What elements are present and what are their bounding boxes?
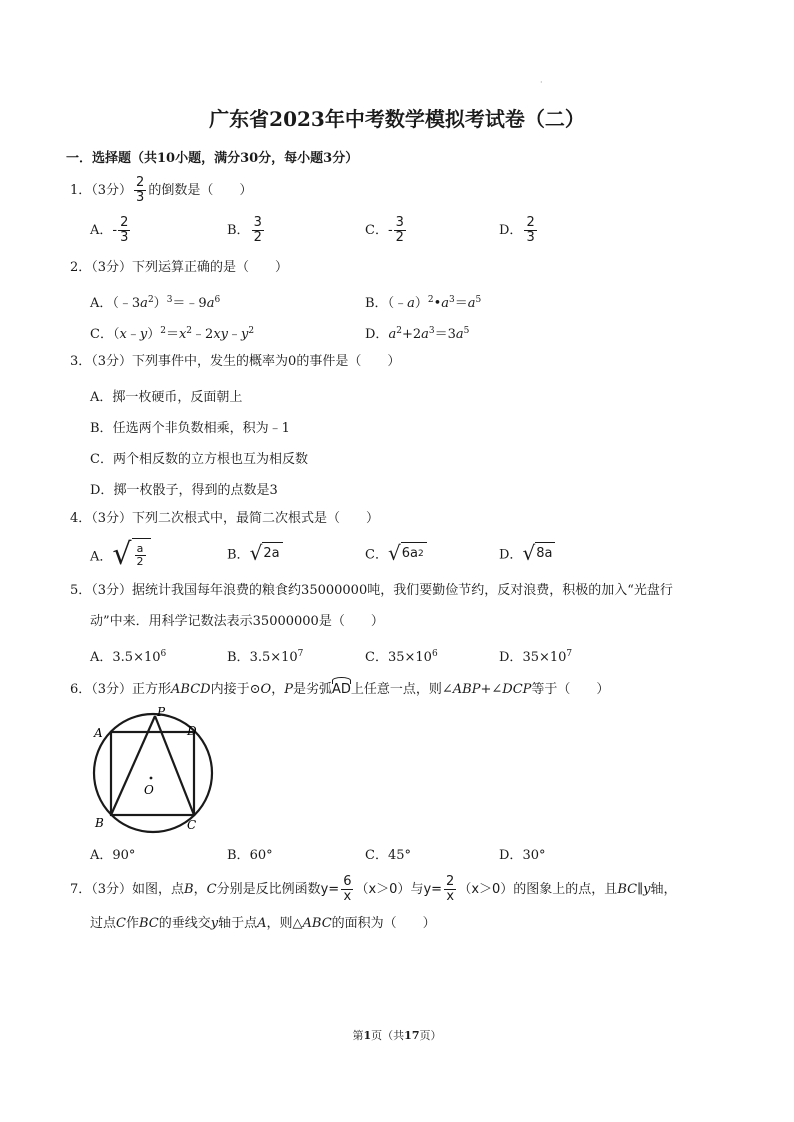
q6-option-a[interactable]: A．90° bbox=[90, 848, 136, 863]
center-dot bbox=[150, 777, 153, 780]
question-5-line-1: 5．（3分）据统计我国每年浪费的粮食约35000000吨，我们要勤俭节约，反对浪费，积极的加入“光盘行 bbox=[70, 583, 673, 598]
q5-option-d[interactable]: D．$35\times 10^7$ bbox=[499, 649, 573, 665]
q1-option-b[interactable]: B． $\frac{3}{2}$ bbox=[227, 215, 262, 245]
q2-option-b[interactable]: B．$(﹣a)^2•a^3=a^5$ bbox=[365, 295, 482, 311]
q5-option-c[interactable]: C．$35\times 10^6$ bbox=[365, 649, 438, 665]
label-p: P bbox=[157, 706, 166, 719]
q2-option-a[interactable]: A．$(﹣3a^2)^3=﹣9a^6$ bbox=[90, 295, 221, 311]
q2-option-d[interactable]: D．$a^2+2a^3=3a^5$ bbox=[365, 326, 470, 342]
question-2: 2．（3分）下列运算正确的是（ ） bbox=[70, 260, 289, 275]
q2-option-c[interactable]: C．$(x﹣y)^2=x^2﹣2xy﹣y^2$ bbox=[90, 326, 255, 342]
q4-option-b[interactable]: B． √ 2a bbox=[227, 542, 283, 564]
question-1-suffix: 的倒数是（ ） bbox=[148, 183, 253, 198]
question-7-line-1: 7．（3分）如图，点B，C分别是反比例函数y= $\frac{6}{x}$ （x＞0）与y= $\frac{2}{x}$ （x＞0）的图象上的点，且BC∥y轴， bbox=[70, 874, 677, 904]
radical-sign: √ $\frac{a}{2}$ bbox=[112, 538, 150, 572]
question-1 bbox=[70, 176, 252, 205]
q3-option-a[interactable]: A．掷一枚硬币，反面朝上 bbox=[90, 390, 243, 405]
circle-square-figure bbox=[88, 706, 218, 836]
q1-option-c[interactable]: C．- $\frac{3}{2}$ bbox=[365, 215, 404, 245]
q6-option-d[interactable]: D．30° bbox=[499, 848, 546, 863]
q4-option-d[interactable]: D． √ 8a bbox=[499, 542, 555, 564]
q3-option-d[interactable]: D．掷一枚骰子，得到的点数是3 bbox=[90, 483, 278, 498]
square-abcd bbox=[111, 732, 194, 815]
q1-option-d[interactable]: D． $\frac{2}{3}$ bbox=[499, 215, 535, 245]
radical-sign: √ 8a bbox=[522, 542, 555, 564]
q6-option-c[interactable]: C．45° bbox=[365, 848, 411, 863]
q3-option-c[interactable]: C．两个相反数的立方根也互为相反数 bbox=[90, 452, 308, 467]
page-title: 广东省2023年中考数学模拟考试卷（二） bbox=[209, 107, 585, 131]
question-1-prefix: 1．（3分） bbox=[70, 183, 133, 198]
segment-pb bbox=[111, 716, 155, 815]
q3-option-b[interactable]: B．任选两个非负数相乘，积为﹣1 bbox=[90, 421, 290, 436]
question-6: 6．（3分）正方形ABCD内接于⊙O，P是劣弧AD上任意一点，则∠ABP+∠DCP等于（ ） bbox=[70, 682, 610, 697]
question-3: 3．（3分）下列事件中，发生的概率为0的事件是（ ） bbox=[70, 354, 401, 369]
question-5-line-2: 动”中来．用科学记数法表示35000000是（ ） bbox=[90, 614, 384, 629]
q6-option-b[interactable]: B．60° bbox=[227, 848, 273, 863]
arc-ad: AD bbox=[331, 682, 351, 697]
label-a: A bbox=[94, 726, 103, 740]
label-b: B bbox=[95, 816, 104, 830]
page-footer: 第1页（共17页） bbox=[352, 1029, 442, 1042]
scan-dot: · bbox=[540, 78, 543, 87]
q4-option-c[interactable]: C． √ 6a 2 bbox=[365, 542, 427, 564]
radical-sign: √ 2a bbox=[250, 542, 283, 564]
question-7-line-2: 过点C作BC的垂线交y轴于点A，则△ABC的面积为（ ） bbox=[90, 916, 436, 931]
label-o: O bbox=[144, 783, 154, 797]
label-d: D bbox=[187, 724, 197, 738]
question-1-fraction: $\frac{2}{3}$ bbox=[136, 175, 145, 205]
q1-option-a[interactable]: A．- $\frac{2}{3}$ bbox=[90, 215, 129, 245]
label-c: C bbox=[187, 818, 197, 832]
q4-option-a[interactable]: A． √ $\frac{a}{2}$ bbox=[90, 538, 151, 572]
q5-option-a[interactable]: A．$3.5\times 10^6$ bbox=[90, 649, 167, 665]
question-4: 4．（3分）下列二次根式中，最简二次根式是（ ） bbox=[70, 511, 380, 526]
q5-option-b[interactable]: B．$3.5\times 10^7$ bbox=[227, 649, 304, 665]
section-heading: 一．选择题（共10小题，满分30分，每小题3分） bbox=[66, 151, 359, 166]
radical-sign: √ 6a 2 bbox=[388, 542, 427, 564]
